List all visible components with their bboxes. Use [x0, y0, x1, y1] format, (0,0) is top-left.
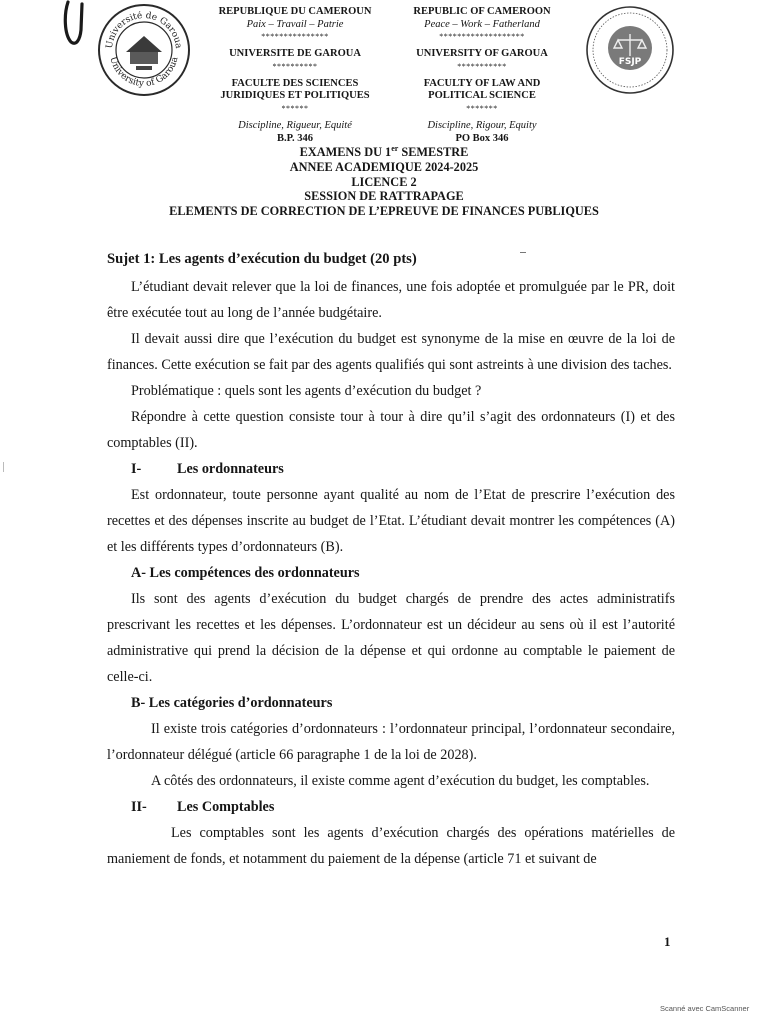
stars-divider: *******: [466, 103, 498, 113]
country-fr: REPUBLIQUE DU CAMEROUN: [218, 6, 372, 17]
motto-en: Peace – Work – Fatherland: [424, 18, 540, 30]
title-session: SESSION DE RATTRAPAGE: [304, 189, 464, 204]
subsection-heading-a: A- Les compétences des ordonnateurs: [131, 565, 360, 581]
handwritten-stroke: [62, 0, 84, 46]
problematique: Problématique : quels sont les agents d’exécution du budget ?: [131, 383, 482, 399]
title-level: LICENCE 2: [351, 174, 417, 189]
paragraph: L’étudiant devait relever que la loi de finances, une fois adoptée et promulguée par le PR, doit être exécutée tout au long de l’année budgétaire.: [107, 279, 675, 321]
section-heading-2: II- Les Comptables: [131, 799, 275, 815]
header-english: [392, 6, 572, 145]
section-heading-1: I- Les ordonnateurs: [131, 461, 284, 477]
box-fr: B.P. 346: [276, 132, 314, 144]
values-fr: Discipline, Rigueur, Equité: [238, 119, 352, 131]
stars-divider: ***************: [261, 32, 329, 42]
box-en: PO Box 346: [455, 132, 509, 144]
subject-heading: Sujet 1: Les agents d’exécution du budget (20 pts): [107, 251, 417, 267]
title-subject: ELEMENTS DE CORRECTION DE L’EPREUVE DE FINANCES PUBLIQUES: [169, 204, 599, 219]
faculty-en-line1: FACULTY OF LAW AND: [423, 77, 541, 89]
paragraph: Répondre à cette question consiste tour à tour à dire qu’il s’agit des ordonnateurs (I) et des comptables (II).: [107, 409, 675, 451]
paragraph: Est ordonnateur, toute personne ayant qualité au nom de l’Etat de prescrire l’exécution des recettes et des dépenses inscrite au budget de l’Etat. L’étudiant devait montrer les compétences (A) et les différents types d’ordonnateurs (B).: [107, 487, 675, 555]
stars-divider: **********: [272, 61, 318, 71]
values-en: Discipline, Rigour, Equity: [427, 119, 537, 131]
page-number: 1: [664, 934, 671, 949]
header-french: [205, 6, 385, 145]
faculty-fr-line2: JURIDIQUES ET POLITIQUES: [220, 90, 370, 102]
stars-divider: *******************: [439, 32, 525, 42]
stars-divider: ***********: [457, 61, 507, 71]
scan-edge-mark: [3, 462, 4, 472]
university-fr: UNIVERSITE DE GAROUA: [229, 48, 361, 60]
document-body: [107, 246, 675, 872]
motto-fr: Paix – Travail – Patrie: [246, 18, 344, 30]
svg-text:University of Garoua: University of Garoua: [107, 55, 181, 90]
country-en: REPUBLIC OF CAMEROON: [413, 6, 551, 17]
paragraph: Il existe trois catégories d’ordonnateurs : l’ordonnateur principal, l’ordonnateur secondaire, l’ordonnateur délégué (article 66 paragraphe 1 de la loi de 2028).: [107, 721, 675, 763]
university-en: UNIVERSITY OF GAROUA: [416, 48, 548, 60]
title-semester: EXAMENS DU 1er SEMESTRE: [299, 144, 469, 160]
title-academic-year: ANNEE ACADEMIQUE 2024-2025: [289, 159, 479, 174]
subsection-heading-b: B- Les catégories d’ordonnateurs: [131, 695, 333, 711]
faculty-en-line2: POLITICAL SCIENCE: [428, 90, 536, 102]
stars-divider: ******: [281, 103, 309, 113]
exam-titles: [0, 142, 768, 219]
paragraph: A côtés des ordonnateurs, il existe comme agent d’exécution du budget, les comptables.: [151, 773, 650, 789]
paragraph: Il devait aussi dire que l’exécution du budget est synonyme de la mise en œuvre de la loi de finances. Cette exécution se fait par des agents qualifiés qui sont astreints à une division des taches.: [107, 331, 675, 373]
fsjp-monogram: FSJP: [618, 57, 642, 67]
paragraph: Ils sont des agents d’exécution du budget chargés de prendre des actes administratifs prescrivant les recettes et les dépenses. L’ordonnateur est un décideur au sens où il est l’autorité administrative qui prend la décision de la dépense et qui ordonne au comptable le paiement de celle-ci.: [107, 591, 675, 685]
paragraph: Les comptables sont les agents d’exécution chargés des opérations matérielles de maniement de fonds, et notamment du paiement de la dépense (article 71 et suivant de: [107, 825, 675, 867]
scanner-watermark: Scanné avec CamScanner: [660, 1004, 750, 1013]
svg-text:Université de Garoua: Université de Garoua: [104, 10, 184, 50]
faculty-fr-line1: FACULTE DES SCIENCES: [231, 77, 359, 89]
faculty-seal-logo: [584, 4, 676, 96]
university-seal-logo: [96, 2, 192, 98]
